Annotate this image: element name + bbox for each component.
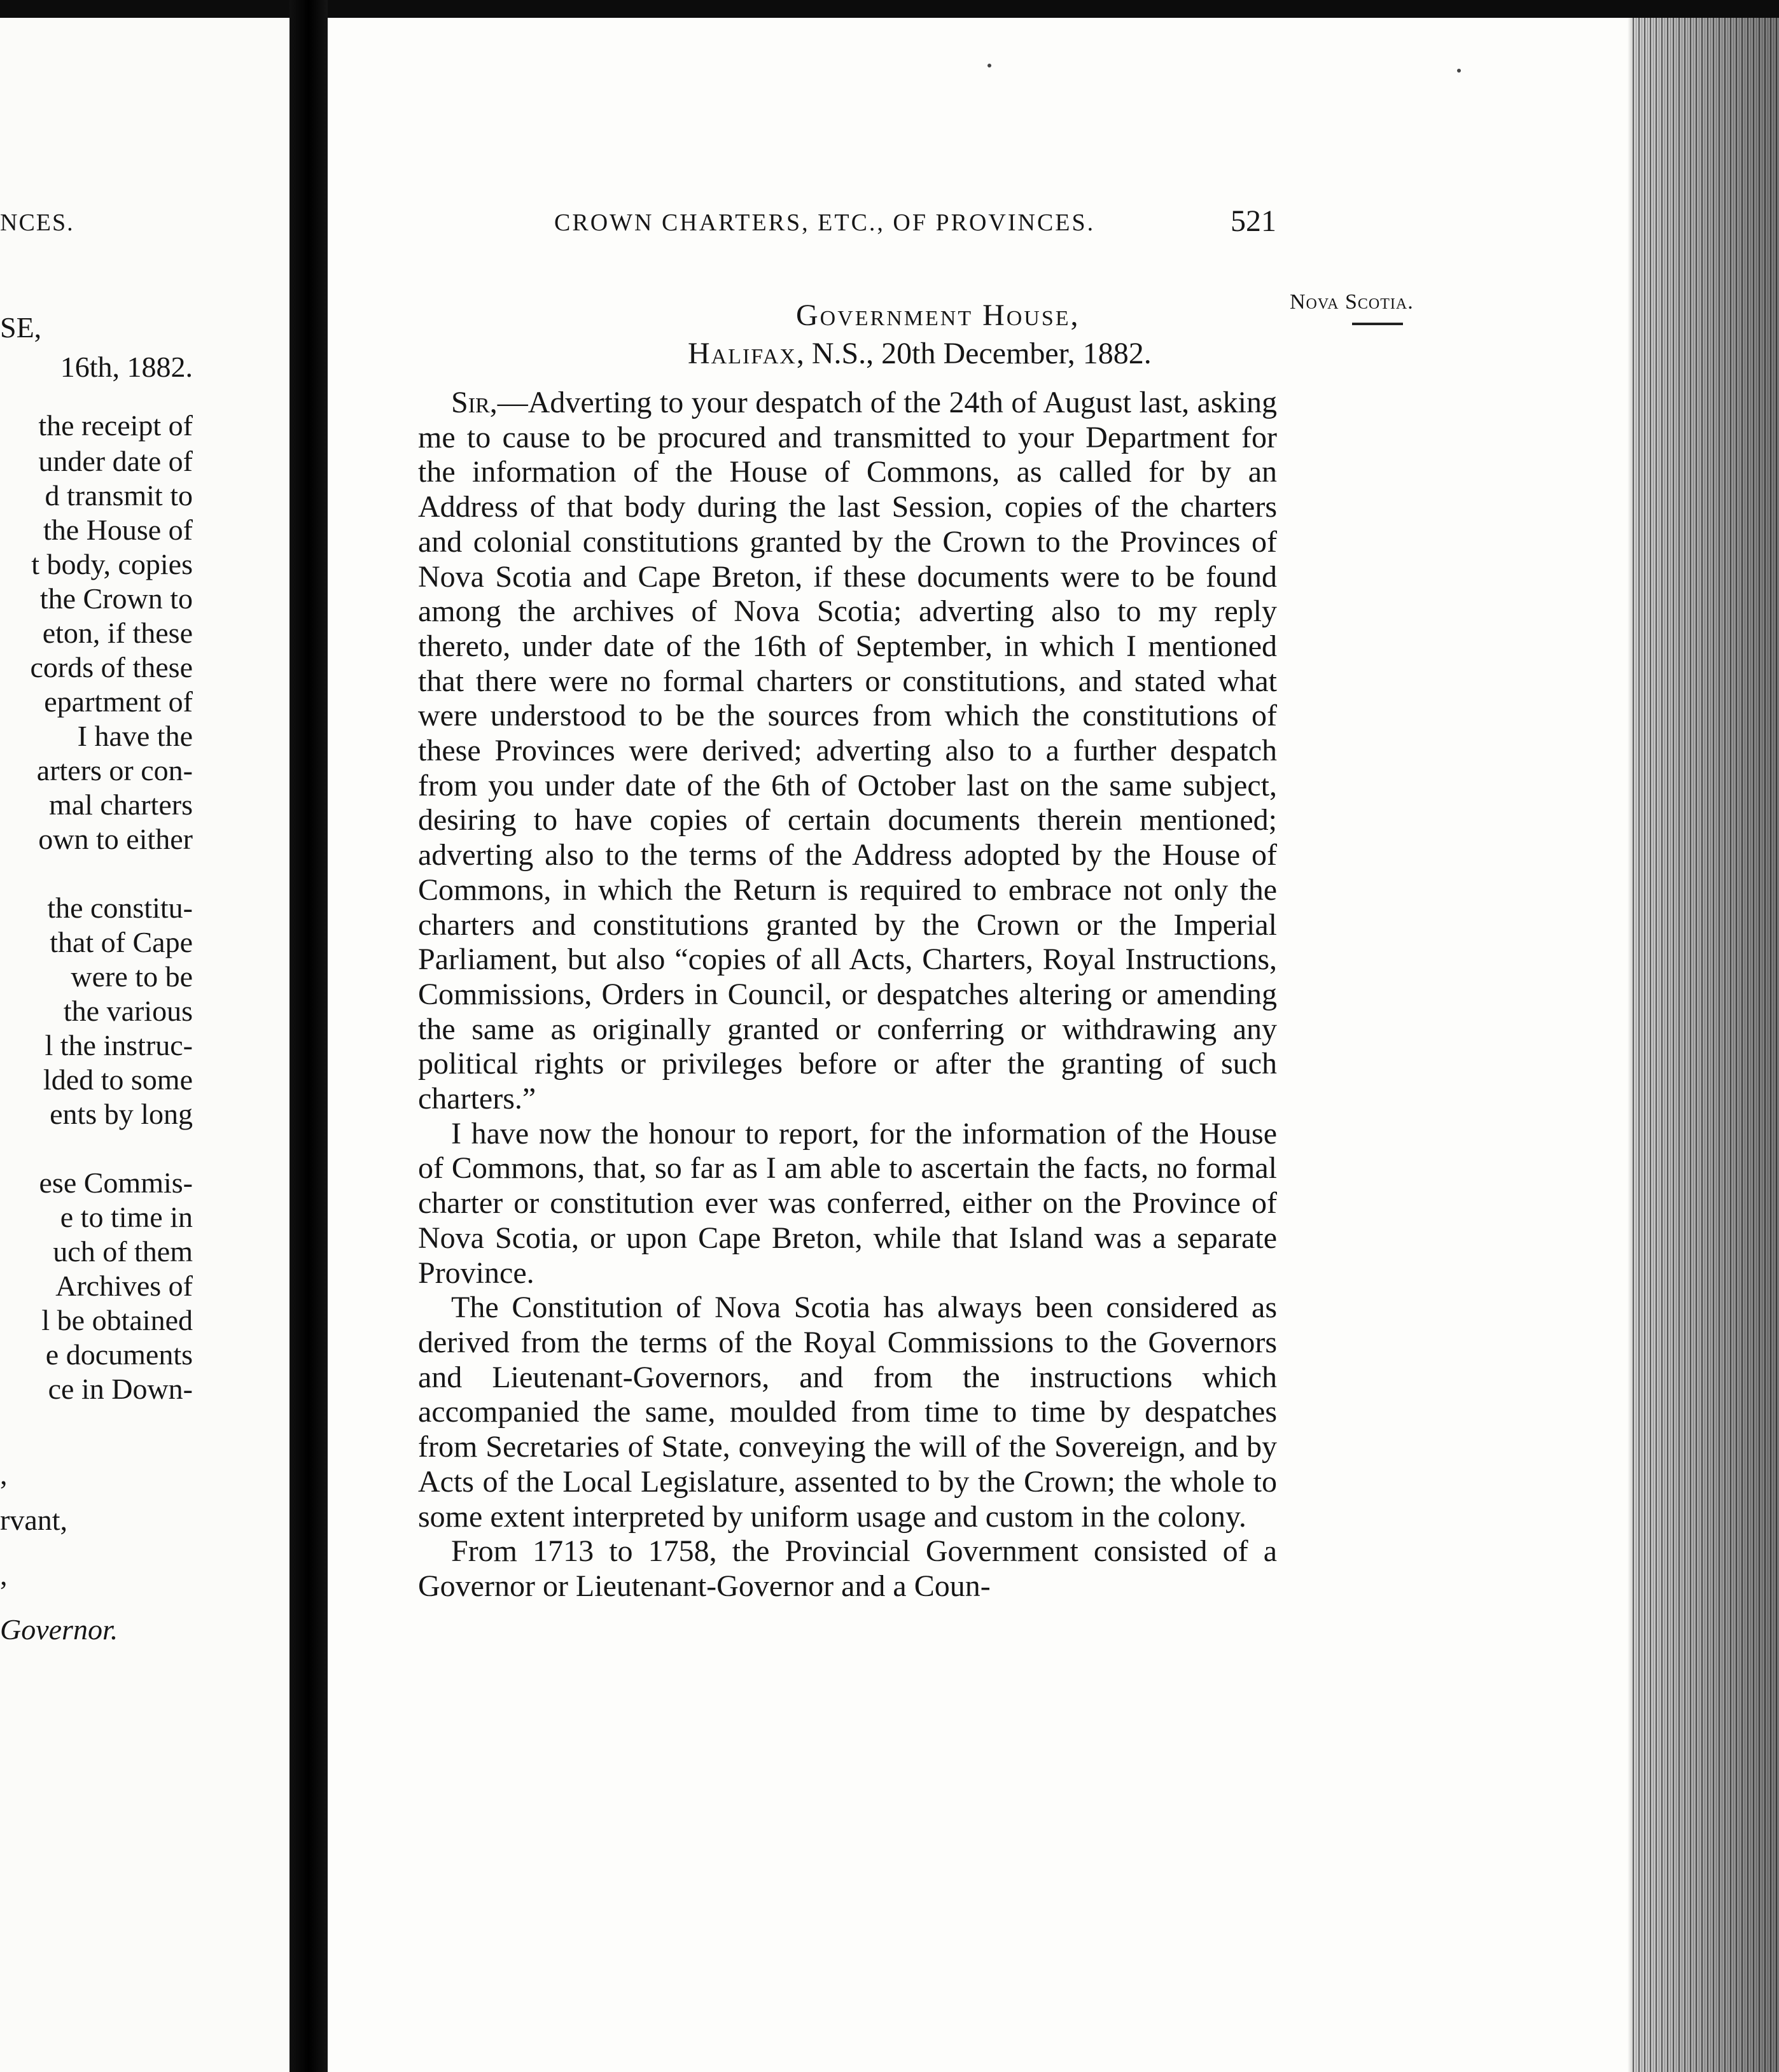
letter-address-line2 bbox=[688, 336, 1152, 371]
margin-note: Nova Scotia. bbox=[1290, 290, 1414, 314]
left-page-line: l the instruc- bbox=[45, 1029, 193, 1061]
paragraph-3: The Constitution of Nova Scotia has always been considered as derived from the terms of the Royal Commissions to the Governors and Lieutenant-Governors, and from the instructions which accompanied the same, moulded from time to time by despatches from Secretaries of State, conveying the will of the Sovereign, and by Acts of the Local Legislature, assented to by the Crown; the whole to some extent interpreted by uniform usage and custom in the colony. bbox=[418, 1291, 1277, 1534]
left-page-line: , bbox=[0, 1558, 8, 1591]
left-page-line: ce in Down- bbox=[48, 1373, 193, 1405]
page-edge-shadow bbox=[1628, 18, 1633, 2072]
left-page-line: that of Cape bbox=[50, 926, 193, 958]
paragraph-4: From 1713 to 1758, the Provincial Government consisted of a Governor or Lieutenant-Governor and a Coun- bbox=[418, 1534, 1277, 1603]
left-page-line: e to time in bbox=[60, 1201, 193, 1233]
left-page-line: the constitu- bbox=[47, 892, 193, 924]
book-gutter bbox=[290, 0, 328, 2072]
left-page-line: t body, copies bbox=[31, 548, 193, 580]
book-page-edges bbox=[1633, 18, 1779, 2072]
ink-speck bbox=[1457, 69, 1461, 73]
left-page-line: I have the bbox=[77, 720, 193, 752]
page-number: 521 bbox=[1231, 204, 1276, 238]
left-page-line: rvant, bbox=[0, 1504, 68, 1536]
left-page bbox=[0, 18, 290, 2072]
ink-speck bbox=[987, 64, 991, 67]
left-page-line: the House of bbox=[43, 514, 193, 546]
margin-note-rule bbox=[1352, 323, 1403, 325]
left-page-line: arters or con- bbox=[36, 754, 193, 787]
paragraph-2: I have now the honour to report, for the information of the House of Commons, that, so far as I am able to ascertain the facts, no formal charter or constitution ever was conferred, either on the Province of Nova Scotia, or upon Cape Breton, while that Island was a separate Province. bbox=[418, 1116, 1277, 1290]
salutation: Sir, bbox=[451, 386, 498, 419]
paragraph-1 bbox=[418, 386, 1277, 1117]
left-page-line: cords of these bbox=[30, 651, 193, 683]
left-page-line: Governor. bbox=[0, 1613, 118, 1646]
address-place: Halifax bbox=[688, 337, 797, 370]
left-page-line: own to either bbox=[38, 823, 193, 855]
left-page-line: epartment of bbox=[44, 685, 193, 718]
letter-address-line1: Government House, bbox=[796, 298, 1080, 332]
left-page-line: the various bbox=[63, 995, 193, 1027]
left-page-line: d transmit to bbox=[45, 479, 193, 512]
left-page-line: SE, bbox=[0, 311, 42, 344]
left-page-line: l be obtained bbox=[41, 1304, 193, 1336]
left-page-line: uch of them bbox=[53, 1235, 193, 1268]
left-page-line: the receipt of bbox=[38, 409, 193, 442]
left-page-line: under date of bbox=[38, 445, 193, 477]
left-page-line: the Crown to bbox=[39, 582, 193, 615]
letter-body bbox=[418, 386, 1277, 1604]
left-page-line: 16th, 1882. bbox=[60, 351, 193, 383]
left-page-line: ese Commis- bbox=[39, 1166, 193, 1199]
left-page-line: were to be bbox=[71, 960, 193, 993]
left-page-line: eton, if these bbox=[42, 617, 193, 649]
paragraph-1-text: —Adverting to your despatch of the 24th of August last, asking me to cause to be procured and transmitted to your Department for the information of the House of Commons, as called for by an Address of that body during the last Session, copies of the charters and colonial constitutions granted by the Crown to the Provinces of Nova Scotia and Cape Breton, if these documents were to be found among the archives of Nova Scotia; adverting also to my reply thereto, under date of the 16th of September, in which I mentioned that there were no formal charters or constitutions, and stated what were understood to be the sources from which the constitutions of these Provinces were derived; adverting also to a further despatch from you under date of the 6th of October last on the same subject, desiring to have copies of certain documents therein mentioned; adverting also to the terms of the Address adopted by the House of Commons, in which the Return is required to embrace not only the charters and constitutions granted by the Crown or the Imperial Parliament, but also “copies of all Acts, Charters, Royal Instructions, Commissions, Orders in Council, or despatches altering or amending the same as originally granted or conferring or withdrawing any political rights or privileges before or after the granting of such charters.” bbox=[418, 386, 1277, 1116]
left-page-line: mal charters bbox=[48, 788, 193, 821]
left-page-line: lded to some bbox=[43, 1063, 193, 1096]
left-page-line: , bbox=[0, 1458, 8, 1490]
address-date: , N.S., 20th December, 1882. bbox=[796, 337, 1152, 370]
left-page-line: ents by long bbox=[50, 1098, 193, 1130]
right-page bbox=[328, 18, 1779, 2072]
left-page-line: e documents bbox=[45, 1338, 193, 1371]
running-head: CROWN CHARTERS, ETC., OF PROVINCES. bbox=[554, 209, 1096, 236]
left-page-line: Archives of bbox=[55, 1270, 193, 1302]
left-running-head: NCES. bbox=[0, 209, 74, 236]
